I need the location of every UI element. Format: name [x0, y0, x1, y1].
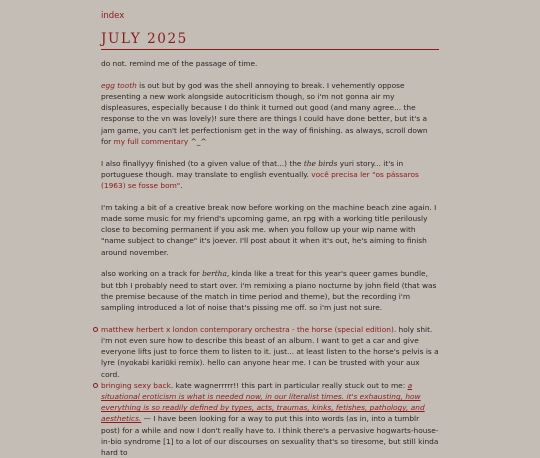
bertha-title: bertha — [202, 269, 227, 279]
bullet-icon — [93, 327, 98, 332]
list-item — [101, 324, 439, 380]
paragraph-text: . — [180, 181, 183, 191]
paragraph-intro: do not. remind me of the passage of time. — [101, 59, 258, 68]
paragraph-text: is out but by god was the shell annoying to break. I vehemently oppose presenting a new work alongside autocriticism though, so i'm not gonna air my displeasures, especially because I do think it turned out good (and many agree... the response to the vn was lovely)! sure there are things I could have done better, but it's a jam game, you can't let perfectionism get in the way of finishing. as always, scroll down for — [101, 80, 428, 146]
list-item-text: . kate wagnerrrrr!! this part in particular really stuck out to me: — [170, 380, 408, 390]
page-title: JULY 2025 — [101, 31, 439, 50]
recommendations-list — [101, 324, 439, 458]
paragraph-egg-tooth — [101, 80, 439, 147]
paragraph-creative-break: I'm taking a bit of a creative break now before working on the machine beach zine again. I made some music for my friend's upcoming game, an rpg with a working title perilously close to becoming permanent if you ask me. when you follow up your wip name with "name subject to change" it's joever. I'll post about it when it's out, he's aiming to finish around november. — [101, 202, 437, 257]
bullet-icon — [93, 383, 98, 388]
birds-title: the birds — [303, 158, 338, 168]
paragraph-text: yuri story... it's in portuguese though. may translate to english eventually. — [101, 158, 404, 179]
journal-entries — [101, 58, 439, 458]
paragraph-birds-story — [101, 158, 439, 192]
birds-story-link[interactable]: você precisa ler "os pássaros (1963) se fosse bom" — [101, 169, 419, 191]
list-item-text: . holy shit. i'm not even sure how to describe this beast of an album. I want to get a car and give everyone lifts just to force them to listen to it. just... at least listen to the horse's pelvis is a lyre (nyokabi kariūki remix). hello can anyone hear me. I can be trusted with your aux cord. — [101, 324, 439, 379]
paragraph-text: , kinda like a treat for this year's queer games bundle, but tbh I probably need to start over. i'm remixing a piano nocturne by john field (that was the premise because of the match in time period and theme), but the recording i'm sampling introduced a lot of noise that's pissing me off. so i'm just not sure. — [101, 269, 437, 313]
list-item — [101, 380, 439, 458]
commentary-link[interactable]: my full commentary — [113, 136, 189, 146]
egg-tooth-link[interactable]: egg tooth — [101, 80, 137, 90]
index-link[interactable]: index — [101, 11, 125, 21]
paragraph-text: ^_^ — [188, 136, 207, 146]
list-item-text: — I have been looking for a way to put this into words (as in, into a tumblr post) for a while and now I don't really have to. I think there's a pervasive hogwarts-house-in-bio syndrome [1] to a lot of our discourses on sexuality that's so tiresome, but still kinda hard to — [101, 414, 439, 458]
paragraph-bertha — [101, 268, 439, 313]
paragraph-text: I also finallyyy finished (to a given value of that...) the — [101, 158, 304, 168]
quote-link[interactable]: a situational eroticism is what is needed now, in our literalist times. it's exhausting, how everything is so readily defined by types, acts, traumas, kinks, fetishes, pathology, and aesthetics. — [101, 380, 425, 424]
sexy-back-link[interactable]: bringing sexy back — [101, 380, 171, 390]
horse-album-link[interactable]: matthew herbert x london contemporary orchestra - the horse (special edition) — [101, 324, 394, 334]
paragraph-text: also working on a track for — [101, 269, 203, 279]
